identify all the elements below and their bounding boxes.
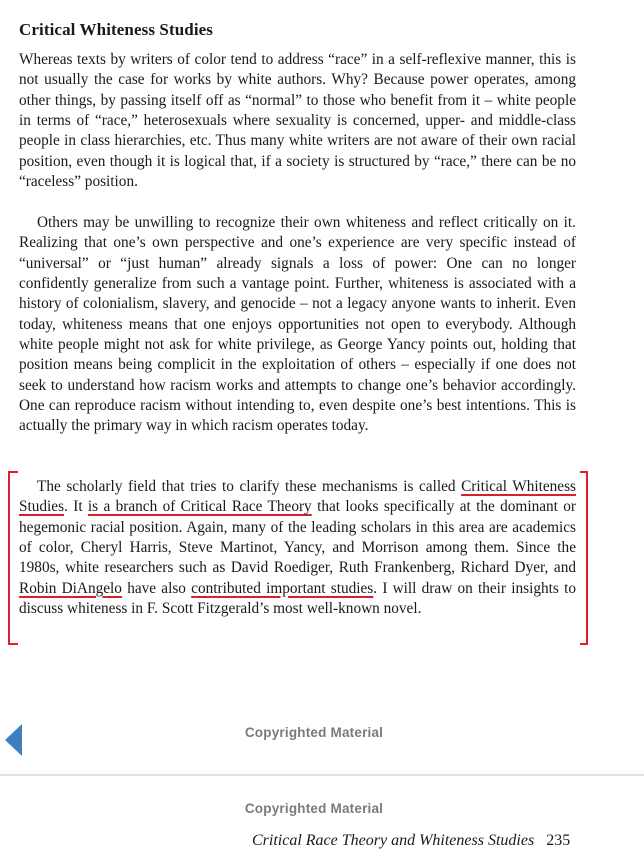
underline-critical-whiteness-studies: Critical Whiteness Studies	[19, 478, 576, 516]
paragraph-1: Whereas texts by writers of color tend to address “race” in a self-reflexive manner, this is not usually the case for works by white authors. Why? Because power operates, among other things, by passing itself off as “normal” to those who benefit from it – white people in terms of “race,” heterosexuals where sexuality is concerned, upper- and middle-class people in class hierarchies, etc. Thus many white writers are not aware of their own racial position, even though it is logical that, if a society is structured by “race,” there can be no “raceless” position.	[19, 51, 576, 191]
p3-text-1: The scholarly field that tries to clarify these mechanisms is called	[37, 478, 462, 495]
highlight-bracket-right	[580, 471, 588, 645]
running-header	[252, 832, 570, 850]
copyright-watermark-bottom: Copyrighted Material	[244, 801, 384, 816]
underline-branch-of-crt: is a branch of Critical Race Theory	[87, 498, 312, 516]
page-number: 235	[546, 832, 571, 849]
p3-text-4: have also	[121, 579, 192, 597]
p3-text-2: . It	[64, 498, 88, 516]
paragraph-3-highlighted	[19, 477, 576, 619]
underline-robin-diangelo: Robin DiAngelo	[19, 579, 122, 597]
copyright-watermark-top: Copyrighted Material	[244, 725, 384, 740]
running-title: Critical Race Theory and Whiteness Studies	[252, 832, 535, 849]
section-heading: Critical Whiteness Studies	[19, 20, 214, 39]
paragraph-2: Others may be unwilling to recognize their own whiteness and reflect critically on it. Realizing that one’s own perspective and one’s experience are very specific instead of “universal” or “just human” already signals a loss of power: One can no longer confidently generalize from such a vantage point. Further, whiteness is associated with a history of colonialism, slavery, and genocide – not a legacy anyone wants to inherit. Even today, whiteness means that one enjoys opportunities not open to everybody. Although white people might not ask for white privilege, as George Yancy points out, holding that position means being complicit in the exploitation of others – especially if one does not seek to understand how racism works and attempts to change one’s behavior accordingly. One can reproduce racism without intending to, even despite one’s best intentions. This is actually the primary way in which racism operates today.	[19, 214, 576, 435]
highlight-bracket-left	[8, 471, 18, 645]
p3-text-5: . I will draw on their insights to discuss whiteness in F. Scott Fitzgerald’s most well-known novel.	[19, 579, 576, 618]
underline-contributed-studies: contributed important studies	[191, 579, 374, 597]
p3-text-3: that looks specifically at the dominant or hegemonic racial position. Again, many of the leading scholars in this area are academics of color, Cheryl Harris, Steve Martinot, Yancy, and Morrison among them. Since the 1980s, white researchers such as David Roediger, Ruth Frankenberg, Richard Dyer, and	[19, 498, 576, 577]
